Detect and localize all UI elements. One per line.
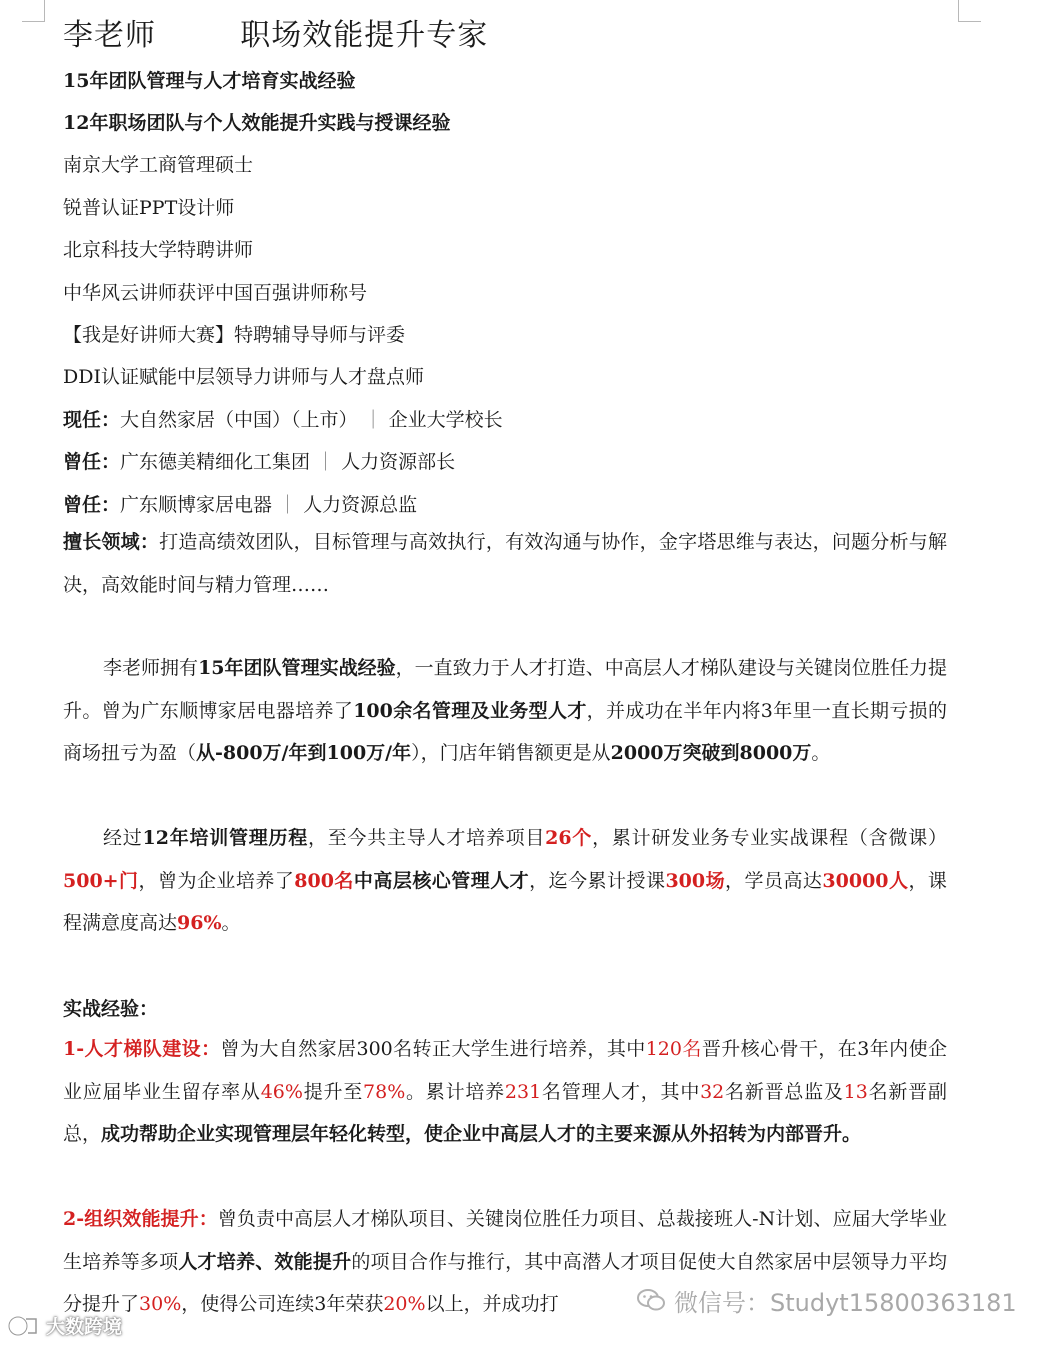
wechat-watermark-text: 微信号：Studyt15800363181: [674, 1288, 1017, 1317]
text-run: 120名: [645, 1038, 702, 1060]
text-run: 500+门: [63, 869, 139, 892]
position-role: 人力资源部长: [341, 451, 456, 473]
text-run: 30%: [139, 1293, 182, 1315]
position-previous: [63, 447, 455, 474]
position-separator: ｜: [310, 451, 342, 473]
position-separator: ｜: [357, 409, 389, 431]
intro-paragraph-1: [63, 647, 947, 775]
position-current: [63, 405, 503, 432]
credential-line: 12年职场团队与个人效能提升实践与授课经验: [63, 112, 451, 134]
text-run: ，学员高达: [725, 869, 823, 892]
text-run: ，课程满意度高达: [63, 869, 947, 934]
text-run: 13: [843, 1080, 868, 1103]
text-run: 以上，并成功打: [425, 1293, 559, 1315]
text-run: ，使得公司连续3年荣获: [181, 1293, 384, 1315]
brand-watermark-text: 大数跨境: [46, 1316, 123, 1338]
position-org: 广东德美精细化工集团: [120, 451, 311, 473]
text-run: 经过: [103, 827, 143, 849]
text-run: 曾负责中高层人才梯队项目、关键岗位胜任力项目、总裁接班人-N计划、应届大学毕业生培养等多项: [63, 1208, 947, 1273]
text-run: 100余名管理及业务型人才: [353, 699, 587, 722]
text-run: 名管理人才，其中: [541, 1080, 701, 1103]
brand-watermark: [6, 1312, 122, 1339]
experience-heading: 实战经验：: [63, 998, 159, 1020]
experience-item-1: [63, 1028, 947, 1156]
position-label: 现任：: [63, 409, 121, 431]
text-run: 20%: [383, 1293, 426, 1315]
text-run: 。: [221, 912, 241, 934]
text-run: 32: [700, 1080, 725, 1103]
position-org: 广东顺博家居电器: [120, 494, 273, 516]
brand-logo-icon: [6, 1313, 40, 1339]
text-run: ，至今共主导人才培养项目: [308, 827, 546, 849]
text-run: ，并成功在半年内将3年里一直长期亏损的商场扭亏为盈（: [63, 699, 947, 764]
text-run: 的项目合作与推行，其中高潜人才项目促使大自然家居中层领导力平均分提升了: [63, 1250, 947, 1315]
expertise-label: 擅长领域：: [63, 531, 160, 553]
text-run: 。累计培养: [405, 1080, 505, 1103]
page-corner-mark-left: [22, 0, 45, 22]
text-run: 300场: [665, 869, 726, 892]
position-label: 曾任：: [63, 494, 121, 516]
position-separator: ｜: [272, 494, 304, 516]
text-run: 李老师拥有: [103, 657, 199, 679]
text-run: 78%: [363, 1080, 406, 1103]
text-run: 2000万突破到8000万: [610, 742, 812, 764]
wechat-icon: [636, 1287, 666, 1313]
position-role: 人力资源总监: [303, 494, 418, 516]
credential-line: 北京科技大学特聘讲师: [63, 239, 254, 261]
text-run: ，一直致力于人才打造、中高层人才梯队建设与关键岗位胜任力提升。曾为广东顺博家居电器培养了: [63, 657, 947, 722]
text-run: 30000人: [822, 869, 909, 892]
credential-line: 【我是好讲师大赛】特聘辅导导师与评委: [63, 324, 406, 346]
text-run: 12年培训管理历程: [142, 827, 309, 849]
position-role: 企业大学校长: [388, 409, 503, 431]
text-run: 晋升核心骨干，在3年内使企业应届毕业生留存率从: [63, 1038, 948, 1103]
position-org: 大自然家居（中国）（上市）: [120, 409, 358, 431]
text-run: ，曾为企业培养了: [138, 869, 295, 892]
page-corner-mark-right: [958, 0, 981, 22]
text-run: 46%: [260, 1080, 303, 1103]
text-run: 中高层核心管理人才: [353, 869, 530, 892]
text-run: 2-组织效能提升：: [63, 1208, 218, 1230]
text-run: 。: [811, 742, 831, 764]
text-run: 名新晋副总，: [63, 1080, 947, 1145]
credential-line: 中华风云讲师获评中国百强讲师称号: [63, 282, 368, 304]
text-run: 曾为大自然家居300名转正大学生进行培养，其中: [220, 1038, 646, 1060]
text-run: 从-800万/年到100万/年: [196, 742, 412, 764]
wechat-watermark: [636, 1280, 1017, 1320]
intro-paragraph-2: [63, 817, 947, 945]
credential-line: 15年团队管理与人才培育实战经验: [63, 70, 356, 92]
position-label: 曾任：: [63, 451, 121, 473]
text-run: 800名: [294, 869, 354, 892]
text-run: 231: [504, 1080, 542, 1103]
text-run: 成功帮助企业实现管理层年轻化转型，使企业中高层人才的主要来源从外招转为内部晋升。: [101, 1123, 862, 1145]
text-run: ，累计研发业务专业实战课程（含微课）: [592, 827, 947, 849]
text-run: ，迄今累计授课: [529, 869, 666, 892]
credential-line: DDI认证赋能中层领导力讲师与人才盘点师: [63, 366, 424, 388]
expertise-text: 打造高绩效团队，目标管理与高效执行，有效沟通与协作，金字塔思维与表达，问题分析与解决，高效能时间与精力管理……: [63, 531, 947, 596]
text-run: 15年团队管理实战经验: [198, 657, 396, 679]
credential-line: 锐普认证PPT设计师: [63, 197, 235, 219]
text-run: 26个: [545, 827, 593, 849]
text-run: ），门店年销售额更是从: [411, 742, 611, 764]
position-previous: [63, 490, 417, 517]
expertise-paragraph: [63, 521, 947, 606]
text-run: 96%: [177, 912, 222, 934]
text-run: 提升至: [302, 1080, 364, 1103]
page-title: 李老师 职场效能提升专家: [63, 18, 489, 53]
text-run: 人才培养、效能提升: [178, 1250, 352, 1273]
text-run: 名新晋总监及: [724, 1080, 844, 1103]
credential-line: 南京大学工商管理硕士: [63, 154, 254, 176]
text-run: 1-人才梯队建设：: [63, 1038, 221, 1060]
